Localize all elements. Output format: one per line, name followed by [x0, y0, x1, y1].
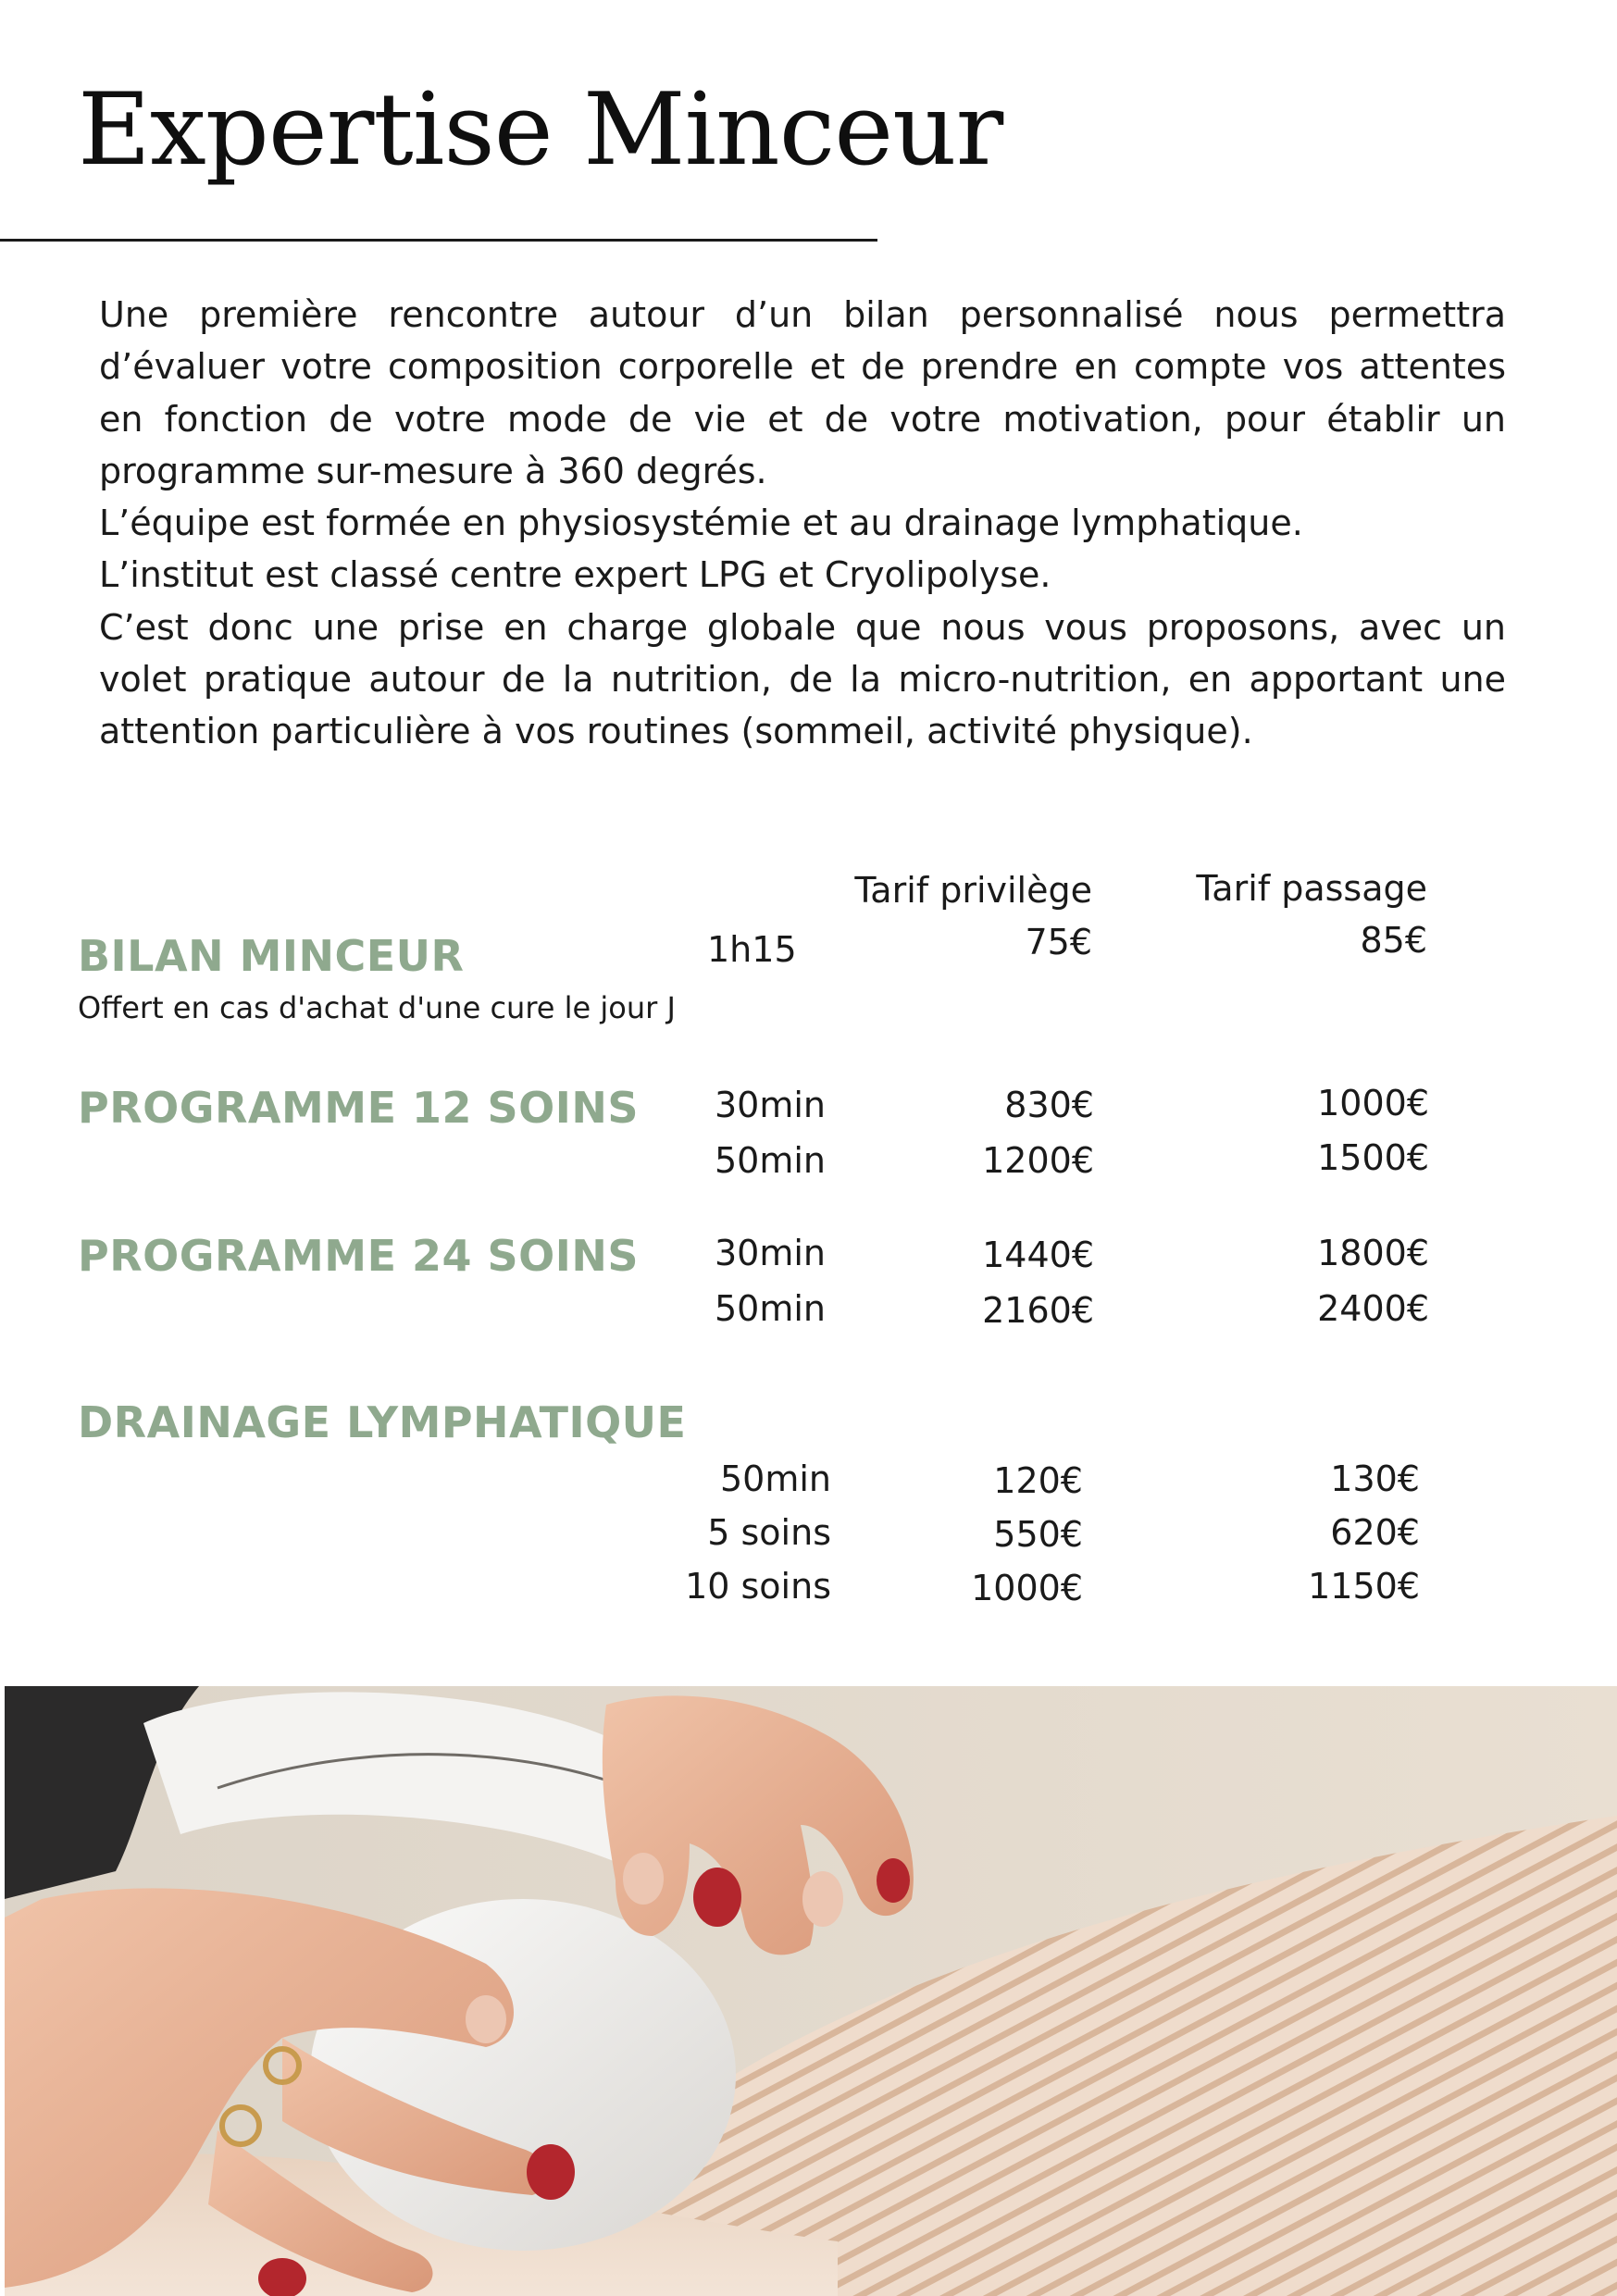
intro-text	[99, 289, 1506, 758]
bilan-passage-price: 85€	[1360, 920, 1427, 961]
programme-24-title: PROGRAMME 24 SOINS	[78, 1231, 640, 1281]
programme-12-row-1-duration: 30min	[715, 1085, 827, 1125]
bilan-note: Offert en cas d'achat d'une cure le jour J	[78, 990, 676, 1025]
programme-24-row-1-duration: 30min	[715, 1233, 827, 1273]
hands-with-lpg-device-photo	[5, 1686, 1617, 2296]
intro-paragraph-4: C’est donc une prise en charge globale que nous vous proposons, avec un volet pratique autour de la nutrition, de la micro-nutrition, en apportant une attention particulière à vos routines (sommeil, activité physique).	[99, 606, 1506, 752]
drainage-row-3-privilege: 1000€	[971, 1568, 1083, 1608]
drainage-lymphatique-title: DRAINAGE LYMPHATIQUE	[78, 1397, 687, 1447]
drainage-row-1-passage: 130€	[1330, 1458, 1420, 1499]
page-title: Expertise Minceur	[78, 72, 1003, 188]
drainage-row-3-duration: 10 soins	[685, 1566, 831, 1607]
programme-12-row-1-passage: 1000€	[1317, 1083, 1429, 1123]
header-tarif-privilege: Tarif privilège	[854, 870, 1092, 911]
drainage-row-1-privilege: 120€	[993, 1460, 1083, 1501]
drainage-row-2-privilege: 550€	[993, 1514, 1083, 1555]
drainage-row-1-duration: 50min	[719, 1458, 831, 1499]
programme-24-row-2-privilege: 2160€	[982, 1290, 1094, 1331]
drainage-row-2-duration: 5 soins	[707, 1512, 831, 1553]
bilan-duration: 1h15	[707, 929, 797, 970]
programme-12-row-2-duration: 50min	[715, 1140, 827, 1181]
title-divider	[0, 239, 877, 242]
bilan-privilege-price: 75€	[1025, 922, 1092, 962]
intro-paragraph-2: L’équipe est formée en physiosystémie et au drainage lymphatique.	[99, 503, 1303, 544]
programme-12-title: PROGRAMME 12 SOINS	[78, 1083, 640, 1133]
programme-12-row-2-passage: 1500€	[1317, 1137, 1429, 1178]
programme-12-row-2-privilege: 1200€	[982, 1140, 1094, 1181]
drainage-row-3-passage: 1150€	[1308, 1566, 1420, 1607]
bilan-minceur-title: BILAN MINCEUR	[78, 931, 465, 981]
drainage-row-2-passage: 620€	[1330, 1512, 1420, 1553]
programme-24-row-1-privilege: 1440€	[982, 1235, 1094, 1275]
intro-paragraph-3: L’institut est classé centre expert LPG et Cryolipolyse.	[99, 554, 1051, 596]
programme-24-row-2-duration: 50min	[715, 1288, 827, 1329]
programme-24-row-1-passage: 1800€	[1317, 1233, 1429, 1273]
programme-24-row-2-passage: 2400€	[1317, 1288, 1429, 1329]
header-tarif-passage: Tarif passage	[1196, 868, 1427, 909]
intro-paragraph-1: Une première rencontre autour d’un bilan personnalisé nous permettra d’évaluer votre composition corporelle et de prendre en compte vos attentes en fonction de votre mode de vie et de votre motivation, pour établir un programme sur-mesure à 360 degrés.	[99, 294, 1506, 491]
programme-12-row-1-privilege: 830€	[1004, 1085, 1094, 1125]
